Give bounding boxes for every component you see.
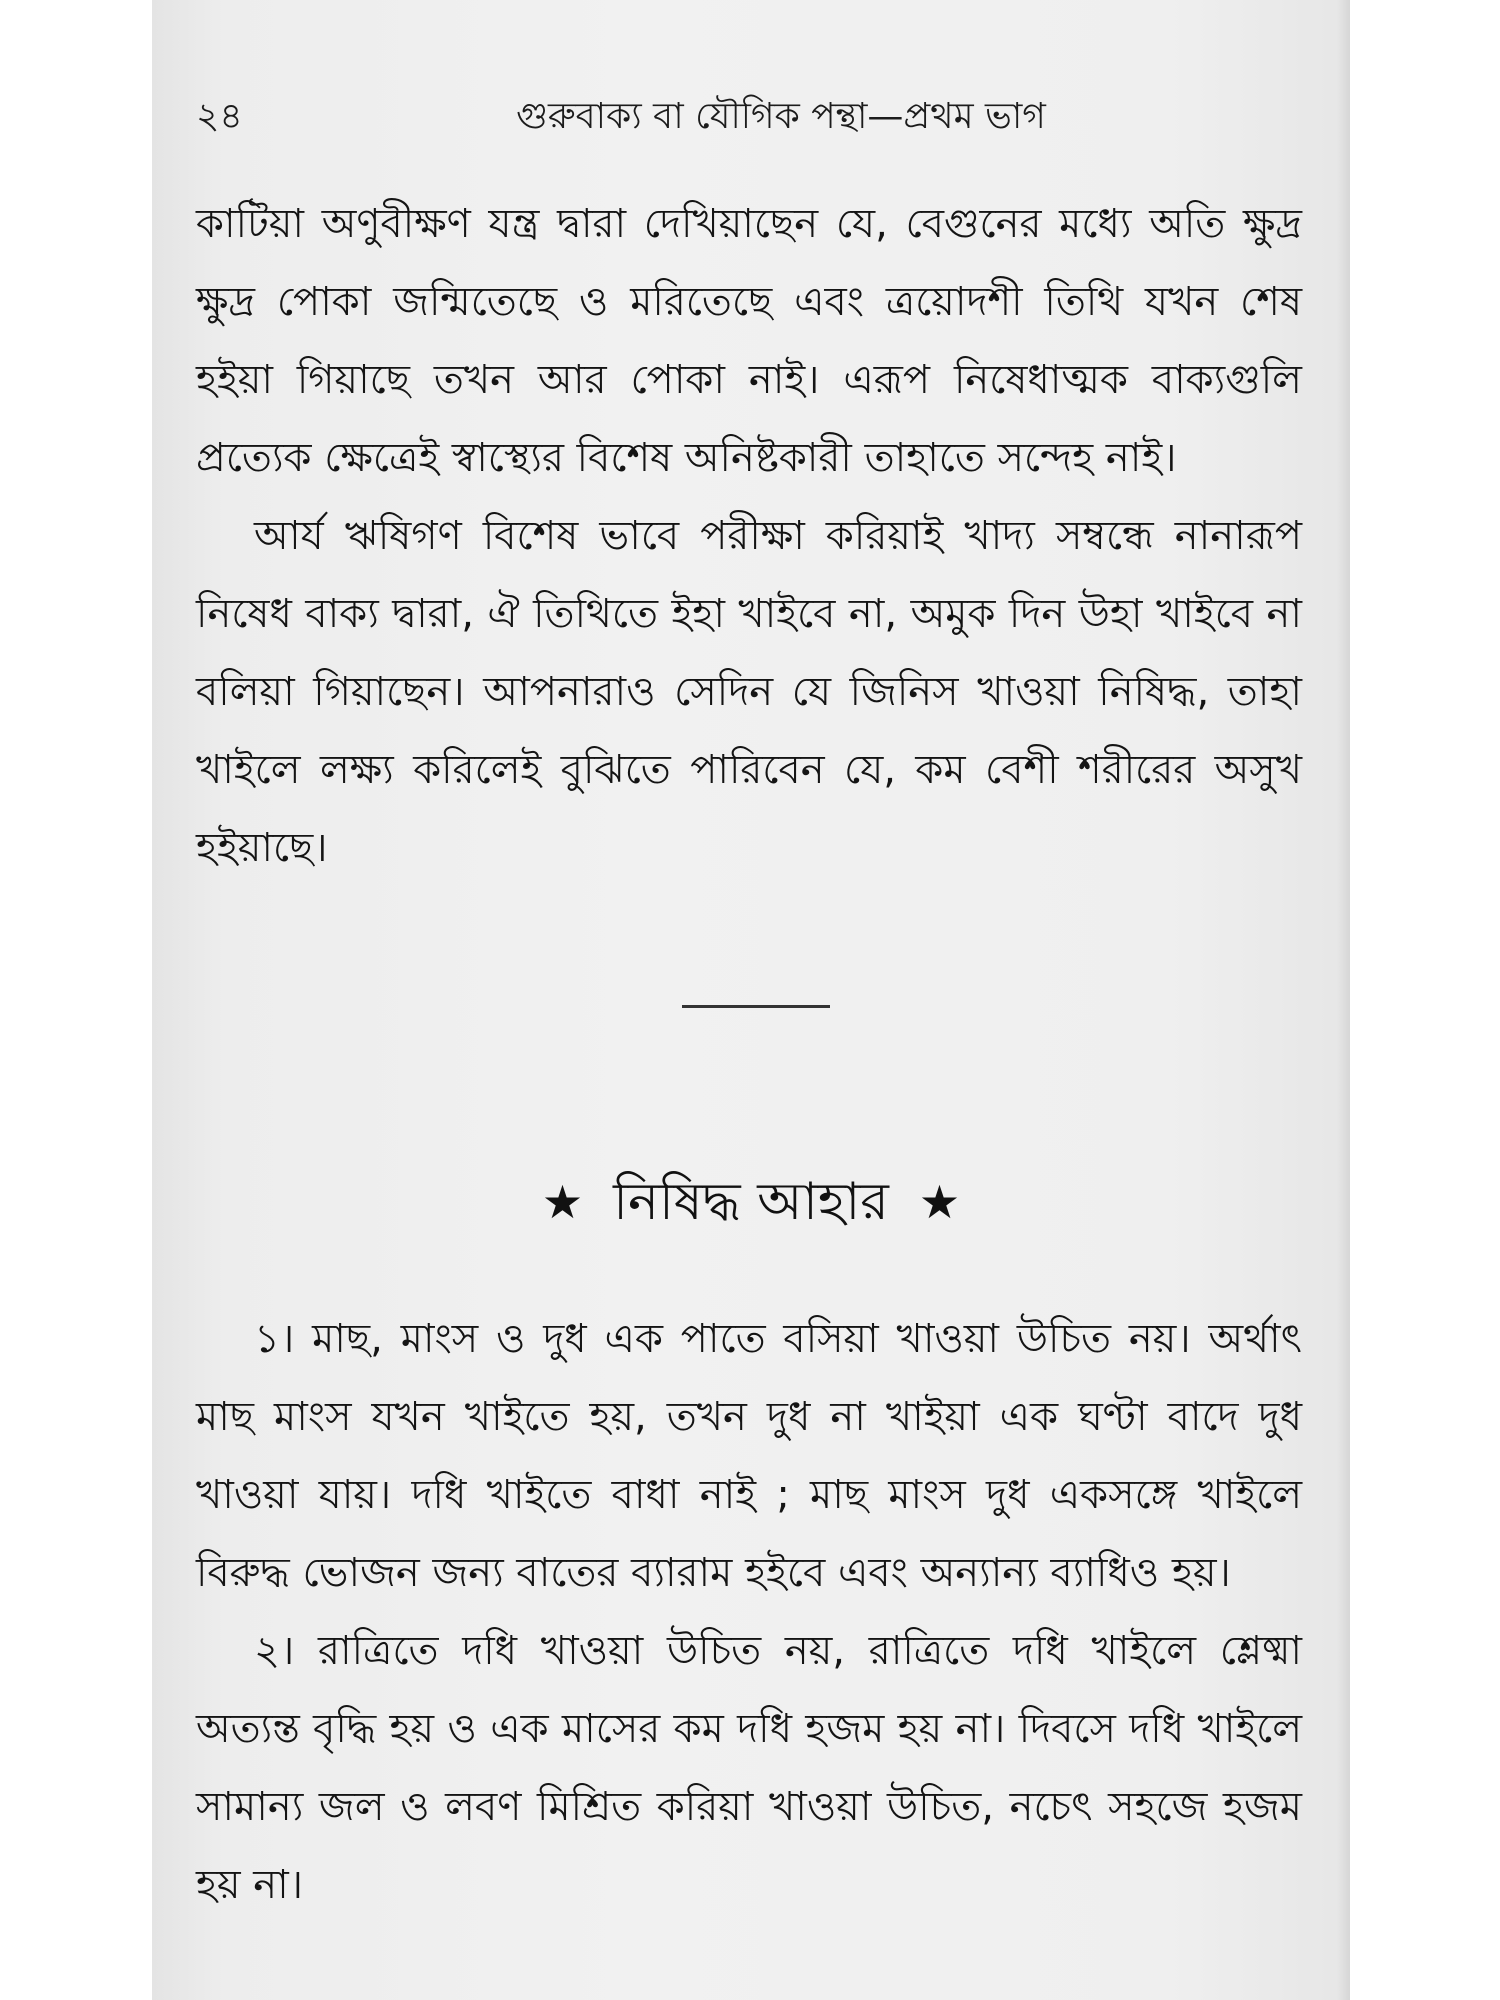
section-heading	[152, 1162, 1350, 1242]
page-number: ২৪	[196, 96, 243, 137]
running-title: গুরুবাক্য বা যৌগিক পন্থা—প্রথম ভাগ	[516, 96, 1046, 137]
body-text	[196, 185, 1302, 887]
page-edge-shadow	[1336, 0, 1350, 2000]
page-header	[196, 92, 1306, 142]
paragraph-1: কাটিয়া অণুবীক্ষণ যন্ত্র দ্বারা দেখিয়াছেন যে, বেগুনের মধ্যে অতি ক্ষুদ্র ক্ষুদ্র পোকা জন্মিতেছে ও মরিতেছে এবং ত্রয়োদশী তিথি যখন শেষ হইয়া গিয়াছে তখন আর পোকা নাই। এরূপ নিষেধাত্মক বাক্যগুলি প্রত্যেক ক্ষেত্রেই স্বাস্থ্যের বিশেষ অনিষ্টকারী তাহাতে সন্দেহ নাই।	[196, 201, 1302, 481]
star-icon-left: ★	[541, 1175, 584, 1229]
paragraph-2: আর্য ঋষিগণ বিশেষ ভাবে পরীক্ষা করিয়াই খাদ্য সম্বন্ধে নানারূপ নিষেধ বাক্য দ্বারা, ঐ তিথিতে ইহা খাইবে না, অমুক দিন উহা খাইবে না বলিয়া গিয়াছেন। আপনারাও সেদিন যে জিনিস খাওয়া নিষিদ্ধ, তাহা খাইলে লক্ষ্য করিলেই বুঝিতে পারিবেন যে, কম বেশী শরীরের অসুখ হইয়াছে।	[196, 513, 1302, 871]
list-item-1: ১। মাছ, মাংস ও দুধ এক পাতে বসিয়া খাওয়া উচিত নয়। অর্থাৎ মাছ মাংস যখন খাইতে হয়, তখন দুধ না খাইয়া এক ঘণ্টা বাদে দুধ খাওয়া যায়। দধি খাইতে বাধা নাই ; মাছ মাংস দুধ একসঙ্গে খাইলে বিরুদ্ধ ভোজন জন্য বাতের ব্যারাম হইবে এবং অন্যান্য ব্যাধিও হয়।	[196, 1316, 1302, 1596]
list-item-2: ২। রাত্রিতে দধি খাওয়া উচিত নয়, রাত্রিতে দধি খাইলে শ্লেষ্মা অত্যন্ত বৃদ্ধি হয় ও এক মাসের কম দধি হজম হয় না। দিবসে দধি খাইলে সামান্য জল ও লবণ মিশ্রিত করিয়া খাওয়া উচিত, নচেৎ সহজে হজম হয় না।	[196, 1628, 1302, 1908]
section-title: নিষিদ্ধ আহার	[613, 1172, 889, 1232]
section-divider	[682, 1005, 830, 1008]
section-text	[196, 1300, 1302, 1924]
star-icon-right: ★	[918, 1175, 961, 1229]
book-page	[152, 0, 1350, 2000]
